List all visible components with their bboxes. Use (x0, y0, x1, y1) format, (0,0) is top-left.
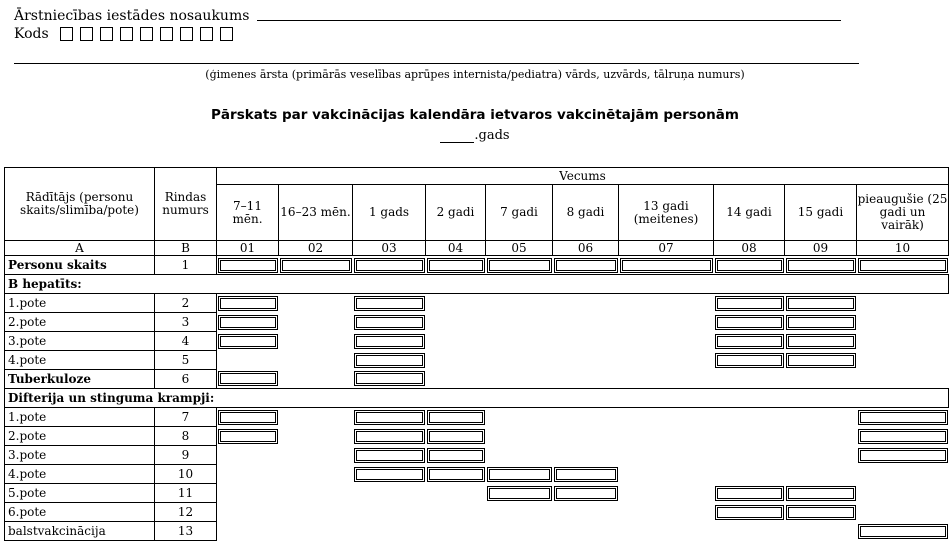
entry-box[interactable] (715, 258, 784, 273)
entry-box[interactable] (354, 258, 425, 273)
entry-cell[interactable] (217, 294, 279, 313)
table-row (5, 351, 949, 370)
entry-box[interactable] (218, 315, 278, 330)
empty-cell (619, 503, 714, 522)
entry-cell[interactable] (353, 446, 426, 465)
row-number: 6 (155, 370, 217, 389)
entry-cell[interactable] (553, 256, 619, 275)
entry-box[interactable] (218, 334, 278, 349)
row-number: 13 (155, 522, 217, 541)
empty-cell (619, 522, 714, 541)
year-field[interactable] (440, 130, 474, 143)
entry-box[interactable] (858, 524, 948, 539)
entry-box[interactable] (354, 353, 425, 368)
entry-box[interactable] (354, 296, 425, 311)
empty-cell (857, 313, 949, 332)
empty-cell (353, 522, 426, 541)
entry-cell[interactable] (785, 313, 857, 332)
entry-cell[interactable] (353, 294, 426, 313)
empty-cell (857, 370, 949, 389)
entry-box[interactable] (280, 258, 352, 273)
entry-box[interactable] (487, 467, 552, 482)
entry-cell[interactable] (486, 256, 553, 275)
entry-cell[interactable] (714, 332, 785, 351)
table-row (5, 332, 949, 351)
empty-cell (426, 351, 486, 370)
entry-cell[interactable] (353, 465, 426, 484)
empty-cell (553, 294, 619, 313)
empty-cell (619, 351, 714, 370)
column-code: 08 (714, 241, 785, 256)
doctor-info-note: (ģimenes ārsta (primārās veselības aprūpes internista/pediatra) vārds, uzvārds, tālruņa numurs) (205, 68, 745, 81)
entry-box[interactable] (715, 334, 784, 349)
entry-cell[interactable] (426, 408, 486, 427)
entry-cell[interactable] (217, 408, 279, 427)
section-label: Difterija un stinguma krampji: (5, 389, 949, 408)
empty-cell (353, 503, 426, 522)
empty-cell (486, 294, 553, 313)
empty-cell (279, 465, 353, 484)
section-row (5, 389, 949, 408)
empty-cell (619, 332, 714, 351)
entry-box[interactable] (487, 258, 552, 273)
age-column-header: 2 gadi (426, 185, 486, 241)
doctor-info-field[interactable] (14, 63, 859, 64)
row-number: 12 (155, 503, 217, 522)
empty-cell (857, 351, 949, 370)
empty-cell (785, 522, 857, 541)
row-number: 3 (155, 313, 217, 332)
empty-cell (279, 484, 353, 503)
empty-cell (785, 465, 857, 484)
entry-cell[interactable] (857, 522, 949, 541)
empty-cell (217, 465, 279, 484)
empty-cell (426, 522, 486, 541)
entry-cell[interactable] (714, 313, 785, 332)
entry-cell[interactable] (785, 484, 857, 503)
entry-box[interactable] (354, 315, 425, 330)
table-row (5, 484, 949, 503)
row-number: 4 (155, 332, 217, 351)
empty-cell (785, 446, 857, 465)
age-column-header: pieaugušie (25 gadi un vairāk) (857, 185, 949, 241)
entry-cell[interactable] (353, 427, 426, 446)
code-digit-box[interactable] (220, 27, 233, 41)
empty-cell (714, 465, 785, 484)
entry-box[interactable] (858, 448, 948, 463)
entry-box[interactable] (218, 258, 278, 273)
empty-cell (486, 408, 553, 427)
entry-box[interactable] (354, 448, 425, 463)
column-code: A (5, 241, 155, 256)
row-label: 5.pote (5, 484, 155, 503)
empty-cell (279, 446, 353, 465)
entry-box[interactable] (427, 410, 485, 425)
empty-cell (553, 351, 619, 370)
entry-cell[interactable] (785, 294, 857, 313)
row-label: 3.pote (5, 446, 155, 465)
entry-cell[interactable] (426, 465, 486, 484)
empty-cell (553, 408, 619, 427)
empty-cell (553, 503, 619, 522)
empty-cell (857, 484, 949, 503)
empty-cell (785, 408, 857, 427)
empty-cell (486, 446, 553, 465)
empty-cell (857, 465, 949, 484)
column-code: 04 (426, 241, 486, 256)
entry-box[interactable] (786, 334, 856, 349)
empty-cell (553, 427, 619, 446)
entry-cell[interactable] (353, 408, 426, 427)
entry-box[interactable] (354, 467, 425, 482)
institution-name-field[interactable] (257, 20, 841, 21)
table-row (5, 503, 949, 522)
empty-cell (553, 332, 619, 351)
entry-cell[interactable] (619, 256, 714, 275)
entry-cell[interactable] (857, 427, 949, 446)
entry-box[interactable] (218, 296, 278, 311)
entry-cell[interactable] (426, 427, 486, 446)
empty-cell (785, 427, 857, 446)
row-number: 2 (155, 294, 217, 313)
entry-box[interactable] (786, 258, 856, 273)
vaccination-report-table (4, 167, 949, 541)
section-row (5, 275, 949, 294)
entry-cell[interactable] (426, 256, 486, 275)
table-row (5, 408, 949, 427)
empty-cell (279, 427, 353, 446)
empty-cell (619, 370, 714, 389)
code-digit-box[interactable] (120, 27, 133, 41)
entry-box[interactable] (715, 315, 784, 330)
column-code: 10 (857, 241, 949, 256)
column-code: 09 (785, 241, 857, 256)
code-digit-box[interactable] (80, 27, 93, 41)
empty-cell (619, 427, 714, 446)
empty-cell (619, 484, 714, 503)
empty-cell (486, 351, 553, 370)
entry-cell[interactable] (857, 446, 949, 465)
entry-cell[interactable] (785, 256, 857, 275)
entry-cell[interactable] (217, 332, 279, 351)
entry-box[interactable] (715, 505, 784, 520)
entry-box[interactable] (858, 410, 948, 425)
empty-cell (426, 294, 486, 313)
empty-cell (486, 522, 553, 541)
empty-cell (217, 503, 279, 522)
empty-cell (217, 446, 279, 465)
empty-cell (279, 351, 353, 370)
code-digit-box[interactable] (160, 27, 173, 41)
entry-cell[interactable] (714, 503, 785, 522)
entry-box[interactable] (554, 486, 618, 501)
row-label: 4.pote (5, 351, 155, 370)
empty-cell (353, 484, 426, 503)
empty-cell (217, 351, 279, 370)
empty-cell (714, 370, 785, 389)
code-label: Kods (14, 26, 49, 42)
entry-cell[interactable] (785, 351, 857, 370)
entry-box[interactable] (354, 334, 425, 349)
entry-cell[interactable] (486, 465, 553, 484)
entry-cell[interactable] (217, 313, 279, 332)
column-code: 06 (553, 241, 619, 256)
table-row (5, 427, 949, 446)
column-code: B (155, 241, 217, 256)
entry-cell[interactable] (353, 370, 426, 389)
row-label: Personu skaits (5, 256, 155, 275)
row-label: 4.pote (5, 465, 155, 484)
empty-cell (486, 313, 553, 332)
entry-box[interactable] (354, 429, 425, 444)
empty-cell (279, 408, 353, 427)
table-row (5, 256, 949, 275)
code-digit-box[interactable] (100, 27, 113, 41)
empty-cell (486, 332, 553, 351)
row-label: 2.pote (5, 313, 155, 332)
entry-box[interactable] (218, 410, 278, 425)
entry-box[interactable] (786, 296, 856, 311)
empty-cell (426, 313, 486, 332)
year-suffix: .gads (474, 128, 510, 143)
entry-cell[interactable] (279, 256, 353, 275)
entry-box[interactable] (427, 429, 485, 444)
entry-cell[interactable] (553, 484, 619, 503)
entry-box[interactable] (554, 258, 618, 273)
entry-box[interactable] (786, 315, 856, 330)
entry-box[interactable] (715, 296, 784, 311)
entry-cell[interactable] (714, 484, 785, 503)
age-column-header: 8 gadi (553, 185, 619, 241)
empty-cell (486, 370, 553, 389)
age-column-header: 16–23 mēn. (279, 185, 353, 241)
row-number: 8 (155, 427, 217, 446)
entry-cell[interactable] (486, 484, 553, 503)
section-label: B hepatīts: (5, 275, 949, 294)
empty-cell (279, 370, 353, 389)
age-column-header: 14 gadi (714, 185, 785, 241)
empty-cell (426, 484, 486, 503)
entry-cell[interactable] (353, 332, 426, 351)
row-number: 5 (155, 351, 217, 370)
entry-cell[interactable] (426, 446, 486, 465)
entry-box[interactable] (427, 258, 485, 273)
empty-cell (553, 313, 619, 332)
empty-cell (714, 522, 785, 541)
empty-cell (426, 332, 486, 351)
entry-box[interactable] (786, 505, 856, 520)
row-number: 1 (155, 256, 217, 275)
row-number: 11 (155, 484, 217, 503)
entry-box[interactable] (786, 353, 856, 368)
empty-cell (486, 427, 553, 446)
entry-box[interactable] (554, 467, 618, 482)
age-column-header: 7–11 mēn. (217, 185, 279, 241)
code-digit-box[interactable] (180, 27, 193, 41)
empty-cell (426, 503, 486, 522)
table-row (5, 294, 949, 313)
row-number: 10 (155, 465, 217, 484)
row-number-column-header: Rindas numurs (155, 168, 217, 241)
report-year (0, 128, 950, 143)
age-column-header: 13 gadi (meitenes) (619, 185, 714, 241)
age-column-header: 1 gads (353, 185, 426, 241)
entry-cell[interactable] (353, 351, 426, 370)
entry-cell[interactable] (857, 256, 949, 275)
entry-box[interactable] (858, 429, 948, 444)
entry-box[interactable] (354, 410, 425, 425)
column-code: 03 (353, 241, 426, 256)
empty-cell (619, 465, 714, 484)
empty-cell (486, 503, 553, 522)
code-digit-box[interactable] (200, 27, 213, 41)
row-label: 2.pote (5, 427, 155, 446)
empty-cell (714, 427, 785, 446)
report-title: Pārskats par vakcinācijas kalendāra ietvaros vakcinētajām personām (211, 107, 739, 123)
column-code: 05 (486, 241, 553, 256)
empty-cell (279, 313, 353, 332)
column-code: 02 (279, 241, 353, 256)
row-number: 9 (155, 446, 217, 465)
age-group-header: Vecums (217, 168, 949, 185)
entry-cell[interactable] (217, 256, 279, 275)
row-label: 1.pote (5, 408, 155, 427)
row-label: 6.pote (5, 503, 155, 522)
empty-cell (857, 294, 949, 313)
empty-cell (619, 446, 714, 465)
table-row (5, 370, 949, 389)
row-number: 7 (155, 408, 217, 427)
entry-cell[interactable] (857, 408, 949, 427)
empty-cell (553, 522, 619, 541)
entry-box[interactable] (715, 353, 784, 368)
entry-box[interactable] (218, 429, 278, 444)
code-digit-box[interactable] (140, 27, 153, 41)
entry-box[interactable] (786, 486, 856, 501)
empty-cell (217, 484, 279, 503)
empty-cell (714, 446, 785, 465)
column-code: 01 (217, 241, 279, 256)
entry-cell[interactable] (217, 370, 279, 389)
empty-cell (279, 503, 353, 522)
empty-cell (619, 294, 714, 313)
age-column-header: 7 gadi (486, 185, 553, 241)
table-row (5, 522, 949, 541)
empty-cell (279, 522, 353, 541)
entry-cell[interactable] (714, 294, 785, 313)
column-code: 07 (619, 241, 714, 256)
entry-box[interactable] (354, 371, 425, 386)
entry-box[interactable] (487, 486, 552, 501)
table-row (5, 446, 949, 465)
empty-cell (279, 294, 353, 313)
empty-cell (857, 503, 949, 522)
entry-cell[interactable] (785, 332, 857, 351)
empty-cell (426, 370, 486, 389)
empty-cell (785, 370, 857, 389)
age-column-header: 15 gadi (785, 185, 857, 241)
empty-cell (619, 313, 714, 332)
entry-box[interactable] (715, 486, 784, 501)
row-label: 3.pote (5, 332, 155, 351)
entry-box[interactable] (620, 258, 713, 273)
entry-cell[interactable] (353, 313, 426, 332)
table-row (5, 313, 949, 332)
table-row (5, 465, 949, 484)
empty-cell (553, 370, 619, 389)
code-digit-box[interactable] (60, 27, 73, 41)
entry-cell[interactable] (353, 256, 426, 275)
entry-box[interactable] (427, 448, 485, 463)
empty-cell (857, 332, 949, 351)
row-label: 1.pote (5, 294, 155, 313)
empty-cell (279, 332, 353, 351)
row-label: balstvakcinācija (5, 522, 155, 541)
entry-cell[interactable] (217, 427, 279, 446)
entry-cell[interactable] (785, 503, 857, 522)
empty-cell (553, 446, 619, 465)
empty-cell (619, 408, 714, 427)
entry-cell[interactable] (553, 465, 619, 484)
institution-name-label: Ārstniecības iestādes nosaukums (14, 8, 250, 24)
empty-cell (217, 522, 279, 541)
entry-cell[interactable] (714, 256, 785, 275)
indicator-column-header: Rādītājs (personu skaits/slimība/pote) (5, 168, 155, 241)
empty-cell (714, 408, 785, 427)
row-label: Tuberkuloze (5, 370, 155, 389)
entry-box[interactable] (427, 467, 485, 482)
entry-box[interactable] (858, 258, 948, 273)
entry-cell[interactable] (714, 351, 785, 370)
entry-box[interactable] (218, 371, 278, 386)
